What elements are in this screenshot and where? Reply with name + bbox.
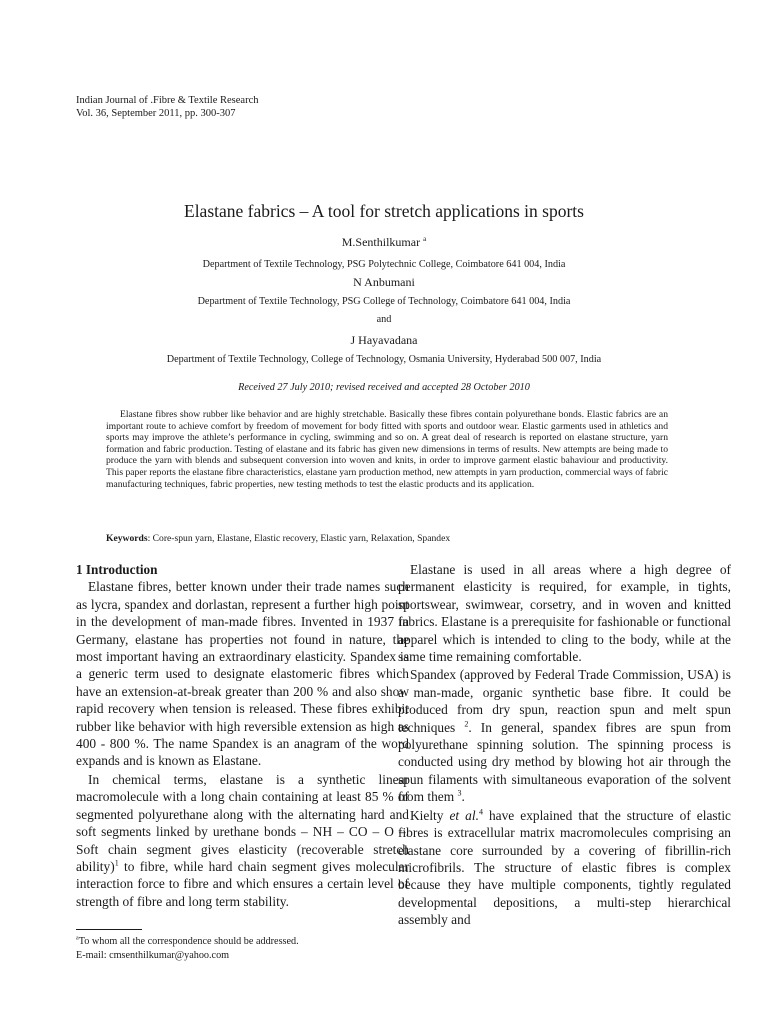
footnote-correspondence: [76, 935, 299, 949]
keywords-list: : Core-spun yarn, Elastane, Elastic recovery, Elastic yarn, Relaxation, Spandex: [147, 533, 451, 544]
author-2-name: N Anbumani: [353, 275, 415, 289]
intro-paragraph-5-author: Kielty: [410, 807, 450, 823]
intro-paragraph-3: Elastane is used in all areas where a high degree of permanent elasticity is required, for example, in tights, sportswear, swimwear, corsetry, and in woven and knitted fabrics. Elastane is a prerequisite for fashionable or functional apparel which is intended to cling to the body, while at the same time remaining comfortable.: [398, 562, 731, 665]
intro-paragraph-5: [398, 807, 731, 929]
intro-paragraph-4-middle: . In general, spandex fibres are spun from polyurethane spinning solution. The spinning process is conducted using dry method by blowing hot air through the spun filaments with simultaneous evaporation of the solvent from them: [398, 719, 731, 805]
author-1-mark: a: [423, 235, 427, 243]
intro-paragraph-1: Elastane fibres, better known under their trade names such as lycra, spandex and dorlastan, represent a further high point in the development of man-made fibres. Invented in 1937 in Germany, elastane has properties not found in nature, the most important having an extraordinary elasticity. Spandex is a generic term used to designate elastomeric fibres which have an extension-at-break greater than 200 % and also show rapid recovery when tension is released. These fibres exhibit rubber like behavior with high reversible extension as high as 400 - 800 %. The name Spandex is an anagram of the word expands and is known as Elastane.: [76, 579, 409, 769]
author-1-affiliation: Department of Textile Technology, PSG Polytechnic College, Coimbatore 641 004, India: [202, 259, 566, 270]
author-1: [0, 235, 768, 250]
journal-name: Indian Journal of .Fibre & Textile Research: [76, 95, 259, 106]
author-3-affiliation: Department of Textile Technology, College of Technology, Osmania University, Hyderabad 500 007, India: [166, 354, 602, 365]
author-1-name: M.Senthilkumar: [341, 235, 421, 249]
body-column-left: [76, 561, 409, 910]
footnote-email: E-mail: cmsenthilkumar@yahoo.com: [76, 949, 230, 961]
citation-ref: 4: [478, 807, 483, 817]
intro-paragraph-2-continued: to fibre, while hard chain segment gives molecular interaction force to fibre and which ensures a certain level of strength of fibre and long term stability.: [76, 858, 409, 909]
keywords-label: Keywords: [106, 533, 148, 544]
intro-paragraph-5-text: have explained that the structure of elastic fibres is extracellular matrix macromolecules comprising an elastane core surrounded by a covering of fibrillin-rich microfibrils. The structure of elastic fibres is complex because they have multiple components, tightly regulated developmental depositions, a multi-step hierarchical assembly and: [398, 807, 732, 928]
footnote-rule: [76, 929, 142, 930]
footnote-mark: a: [76, 935, 79, 942]
intro-paragraph-4-text: Spandex (approved by Federal Trade Commission, USA) is a man-made, organic synthetic base fibre. It could be produced from dry spun, reaction spun and melt spun techniques: [398, 667, 731, 735]
footnotes: [76, 935, 299, 962]
intro-paragraph-2: [76, 771, 409, 910]
intro-paragraph-5-etal: et al.: [449, 807, 479, 823]
and-separator: and: [376, 314, 392, 325]
body-column-right: [398, 561, 731, 929]
footnote-text: To whom all the correspondence should be addressed.: [78, 936, 299, 947]
intro-paragraph-4-end: .: [461, 789, 465, 805]
journal-volume: Vol. 36, September 2011, pp. 300-307: [76, 108, 236, 119]
abstract: Elastane fibres show rubber like behavior and are highly stretchable. Basically these fibres contain polyurethane bonds. Elastic fabrics are an important route to achieve comfort by freedom of movement for body fitted with sports and outdoor wear. Elastic garments used in athletics and sports may improve the athlete’s performance in cycling, swimming and so on. A great deal of research is reported on elastane structure, yarn formation and fabric production. Testing of elastane and its fabric has given new dimensions in terms of results. New attempts are being made to produce the yarn with blends and subsequent conversion into woven and knits, in order to improve garment elastic bahaviour and productivity. This paper reports the elastane fibre characteristics, elastane yarn production method, new attempts in yarn production, commercial ways of fabric manufacturing techniques, fabric properties, new testing methods to test the elastic products and its application.: [106, 409, 668, 490]
paper-title: Elastane fabrics – A tool for stretch applications in sports: [184, 201, 584, 221]
author-2-affiliation: Department of Textile Technology, PSG College of Technology, Coimbatore 641 004, India: [197, 296, 571, 307]
citation-ref: 3: [457, 788, 462, 798]
author-3-name: J Hayavadana: [350, 333, 418, 347]
citation-ref: 1: [114, 858, 119, 868]
citation-ref: 2: [464, 719, 469, 729]
received-dates: Received 27 July 2010; revised received and accepted 28 October 2010: [238, 382, 530, 393]
keywords: [106, 533, 450, 545]
journal-header: [76, 94, 258, 120]
intro-paragraph-2-text: In chemical terms, elastane is a synthetic linear macromolecule with a long chain containing at least 85 % of segmented polyurethane along with the alternating hard and soft segments linked by urethane bonds – NH – CO – O –. Soft chain segment gives elasticity (recoverable stretch ability): [76, 771, 409, 874]
intro-paragraph-4: [398, 666, 731, 805]
section-heading-introduction: 1 Introduction: [76, 562, 158, 577]
